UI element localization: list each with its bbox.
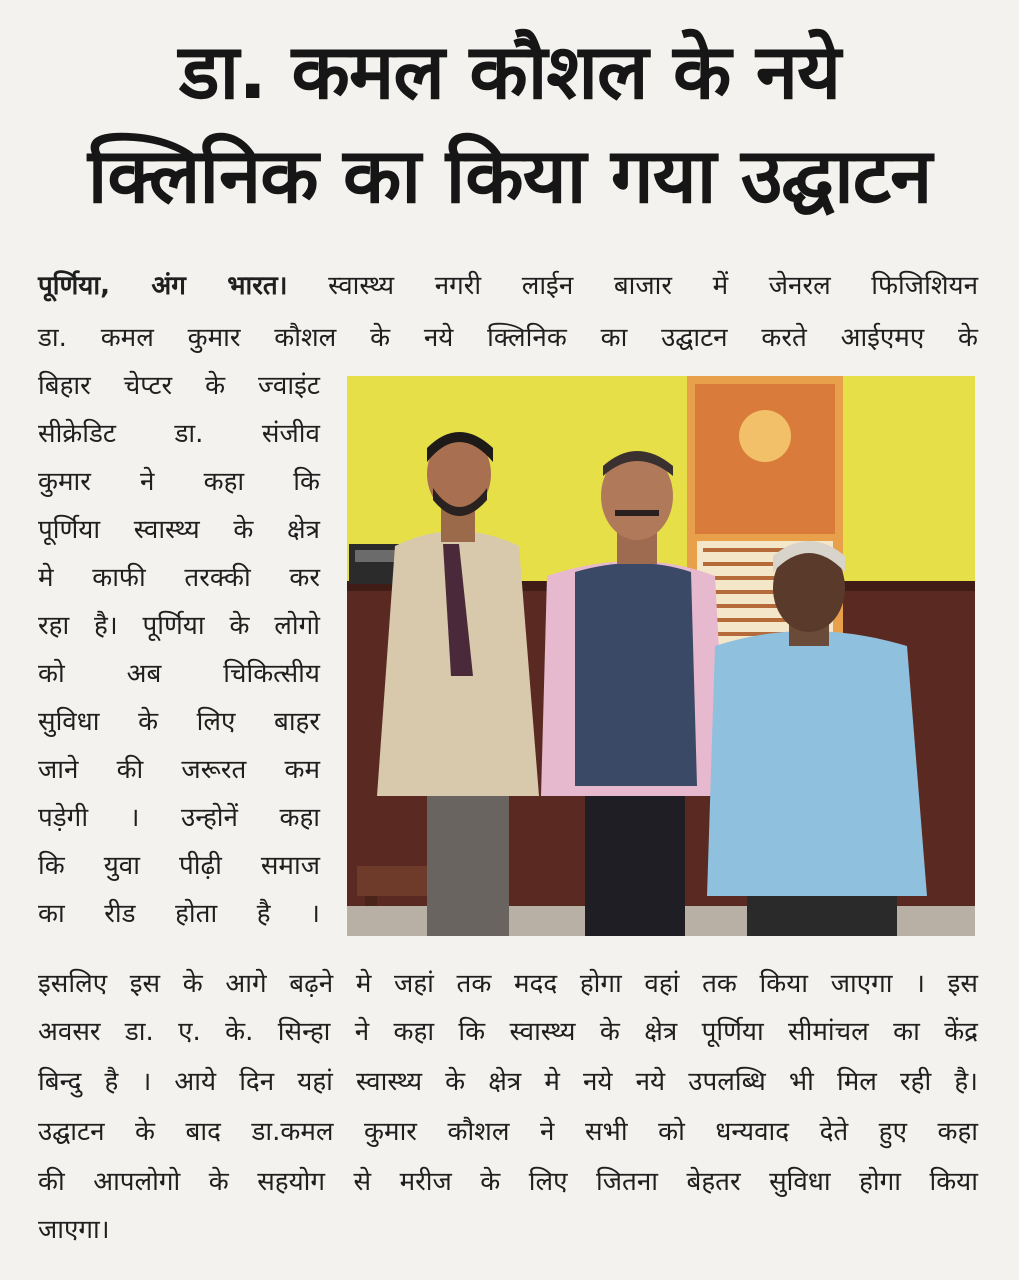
article-line-full: बिन्दु है । आये दिन यहां स्वास्थ्य के क्षेत्र मे नये नये उपलब्धि भी मिल रही है।	[38, 1067, 978, 1097]
column-line: को अब चिकित्सीय	[38, 659, 320, 689]
article-line-2: डा. कमल कुमार कौशल के नये क्लिनिक का उद्घाटन करते आईएमए के	[38, 323, 978, 353]
article-intro-text: स्वास्थ्य नगरी लाईन बाजार में जेनरल फिजिशियन	[328, 271, 979, 301]
column-line: बिहार चेप्टर के ज्वाइंट	[38, 371, 320, 401]
column-line: कुमार ने कहा कि	[38, 467, 320, 497]
column-line: मे काफी तरक्की कर	[38, 563, 320, 593]
column-line: का रीड होता है ।	[38, 899, 320, 929]
column-line: जाने की जरूरत कम	[38, 755, 320, 785]
article-line-full: इसलिए इस के आगे बढ़ने मे जहां तक मदद होगा वहां तक किया जाएगा । इस	[38, 969, 978, 999]
column-line: पूर्णिया स्वास्थ्य के क्षेत्र	[38, 515, 320, 545]
dateline: पूर्णिया, अंग भारत।	[38, 271, 288, 301]
headline-line-1: डा. कमल कौशल के नये	[178, 27, 841, 116]
column-line: सीक्रेडिट डा. संजीव	[38, 419, 320, 449]
article-last-line: जाएगा।	[38, 1215, 110, 1245]
article-line-full: उद्घाटन के बाद डा.कमल कुमार कौशल ने सभी को धन्यवाद देते हुए कहा	[38, 1117, 978, 1147]
headline-line-2: क्लिनिक का किया गया उद्घाटन	[87, 131, 932, 220]
column-line: सुविधा के लिए बाहर	[38, 707, 320, 737]
column-line: रहा है। पूर्णिया के लोगो	[38, 611, 320, 641]
column-line: पड़ेगी । उन्होनें कहा	[38, 803, 320, 833]
photo-illustration	[347, 376, 975, 936]
news-photo	[347, 376, 975, 936]
article-line-full: अवसर डा. ए. के. सिन्हा ने कहा कि स्वास्थ्य के क्षेत्र पूर्णिया सीमांचल का केंद्र	[38, 1017, 978, 1047]
article-line-full: की आपलोगो के सहयोग से मरीज के लिए जितना बेहतर सुविधा होगा किया	[38, 1167, 978, 1197]
column-line: कि युवा पीढ़ी समाज	[38, 851, 320, 881]
article-line-1	[38, 266, 978, 306]
